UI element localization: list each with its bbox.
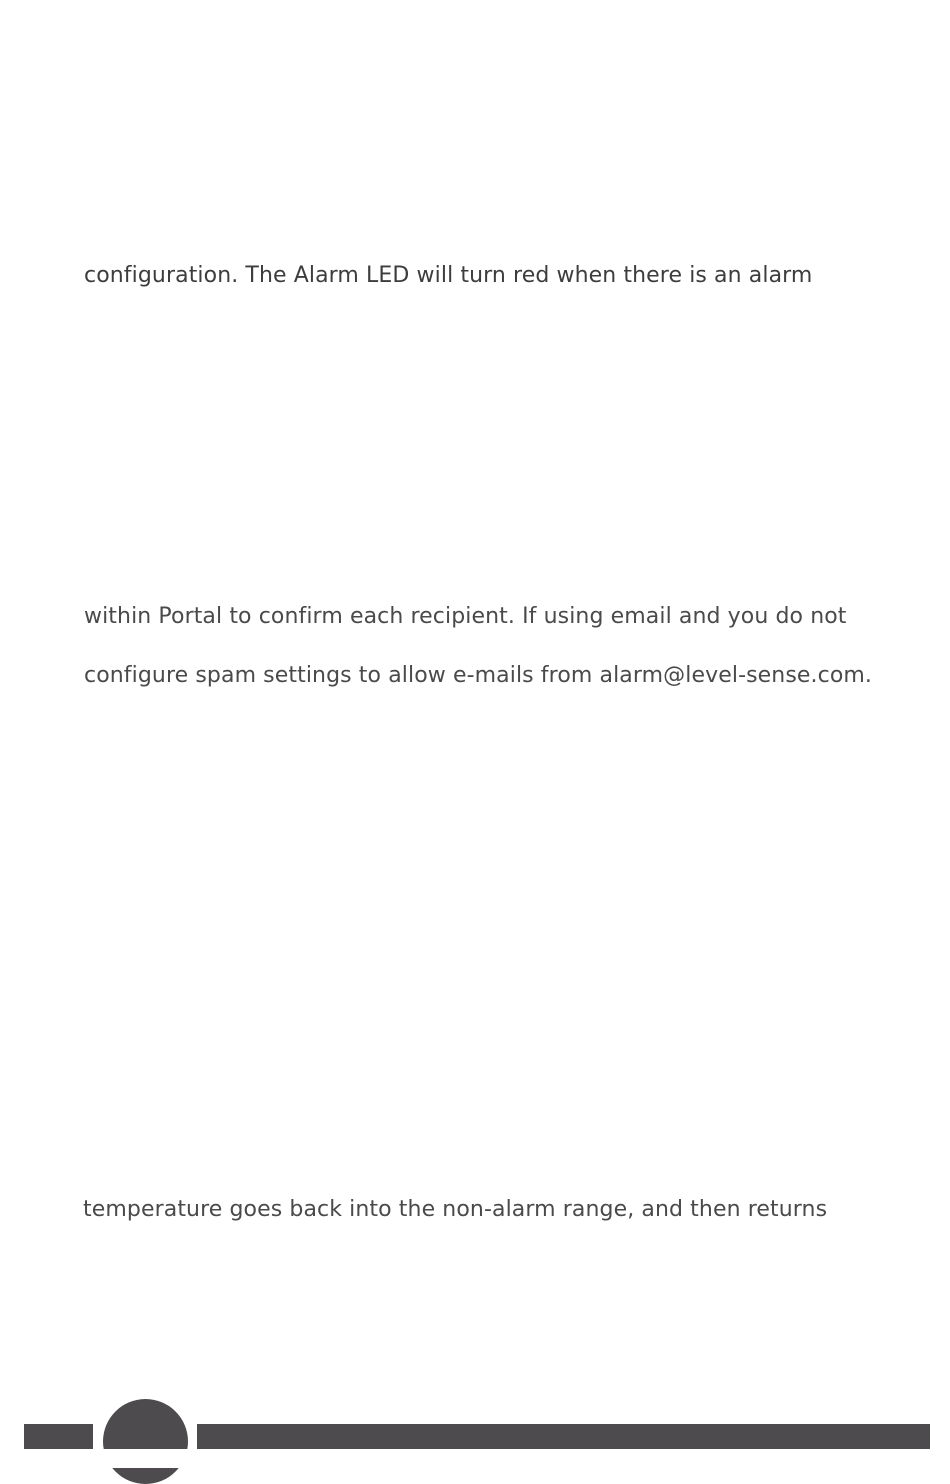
- body-text-line: within Portal to confirm each recipient. If using email and you do not: [84, 604, 847, 629]
- body-text-line: configure spam settings to allow e-mails from alarm@level-sense.com.: [84, 663, 873, 688]
- footer-bar-right: [197, 1424, 930, 1449]
- footer-bottom-margin: [0, 1449, 950, 1468]
- body-text-line: configuration. The Alarm LED will turn red when there is an alarm: [84, 263, 813, 288]
- footer-bar-left: [24, 1424, 93, 1449]
- body-text-line: temperature goes back into the non-alarm range, and then returns: [83, 1197, 828, 1222]
- page-number-badge: [103, 1399, 188, 1484]
